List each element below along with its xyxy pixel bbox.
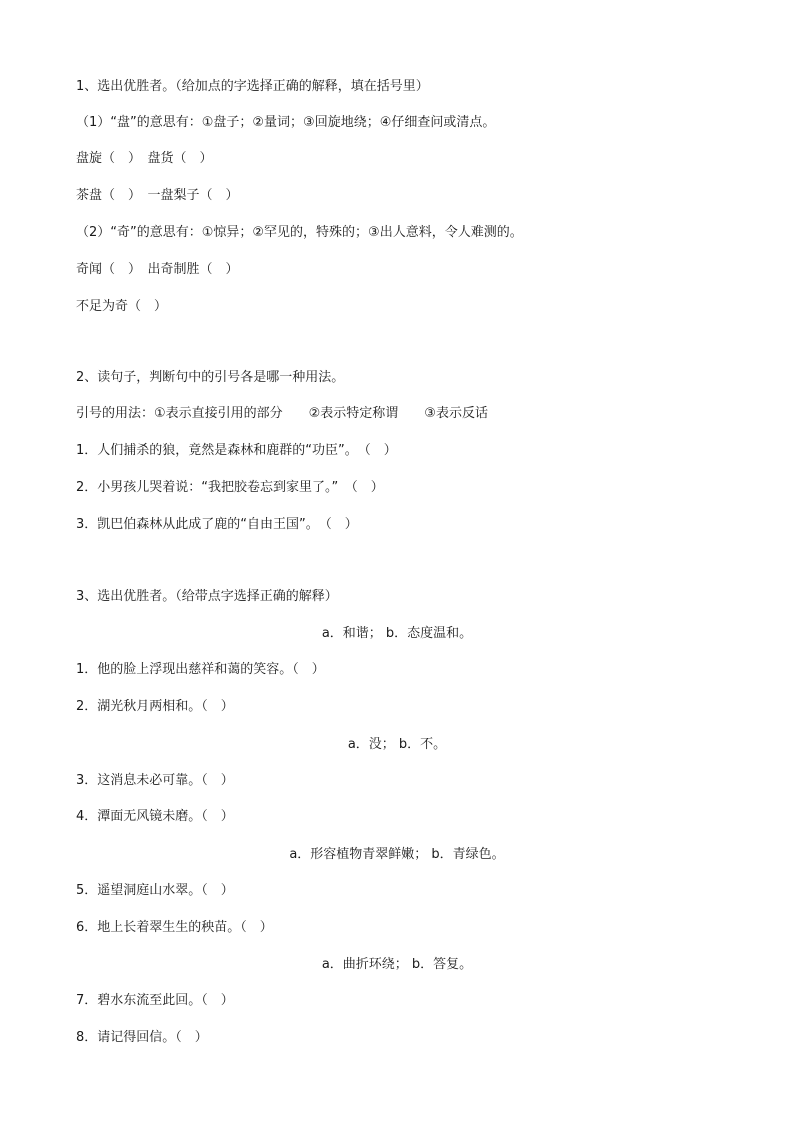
section3-item-5: 5．遥望洞庭山水翠。（ ） — [76, 883, 234, 898]
section3-item-4: 4．潭面无风镜未磨。（ ） — [76, 809, 234, 824]
section3-item-7: 7．碧水东流至此回。（ ） — [76, 993, 234, 1008]
section3-options-4: a．曲折环绕； b．答复。 — [321, 957, 473, 972]
section1-q2-line2: 不足为奇（ ） — [76, 299, 168, 314]
section3-item-2: 2．湖光秋月两相和。（ ） — [76, 699, 234, 714]
section2-title: 2、读句子，判断句中的引号各是哪一种用法。 — [76, 370, 345, 385]
section2-usage: 引号的用法：①表示直接引用的部分 ②表示特定称谓 ③表示反话 — [76, 406, 488, 421]
section3-item-3: 3．这消息未必可靠。（ ） — [76, 773, 234, 788]
section3-options-1: a．和谐； b．态度温和。 — [321, 626, 473, 641]
section2-item-3: 3．凯巴伯森林从此成了鹿的“自由王国”。 （ ） — [76, 517, 358, 532]
section1-q1-line1: 盘旋（ ） 盘货（ ） — [76, 151, 213, 166]
section3-options-3: a．形容植物青翠鲜嫩； b．青绿色。 — [289, 847, 505, 862]
section1-title: 1、选出优胜者。（给加点的字选择正确的解释，填在括号里） — [76, 79, 429, 94]
section3-item-6: 6．地上长着翠生生的秧苗。（ ） — [76, 920, 273, 935]
section3-options-2: a．没； b．不。 — [347, 737, 447, 752]
section1-q1-intro: （1）“盘”的意思有：①盘子；②量词；③回旋地绕；④仔细查问或清点。 — [76, 115, 496, 130]
section2-item-2: 2．小男孩儿哭着说：“我把胶卷忘到家里了。” （ ） — [76, 480, 384, 495]
section1-q2-line1: 奇闻（ ） 出奇制胜（ ） — [76, 262, 239, 277]
section3-item-8: 8．请记得回信。（ ） — [76, 1030, 208, 1045]
section3-item-1: 1．他的脸上浮现出慈祥和蔼的笑容。（ ） — [76, 662, 325, 677]
section2-item-1: 1．人们捕杀的狼，竟然是森林和鹿群的“功臣”。 （ ） — [76, 443, 397, 458]
section1-q1-line2: 茶盘（ ） 一盘梨子（ ） — [76, 188, 239, 203]
section3-title: 3、选出优胜者。（给带点字选择正确的解释） — [76, 589, 338, 604]
section1-q2-intro: （2）“奇”的意思有：①惊异；②罕见的，特殊的；③出人意料，令人难测的。 — [76, 225, 523, 240]
